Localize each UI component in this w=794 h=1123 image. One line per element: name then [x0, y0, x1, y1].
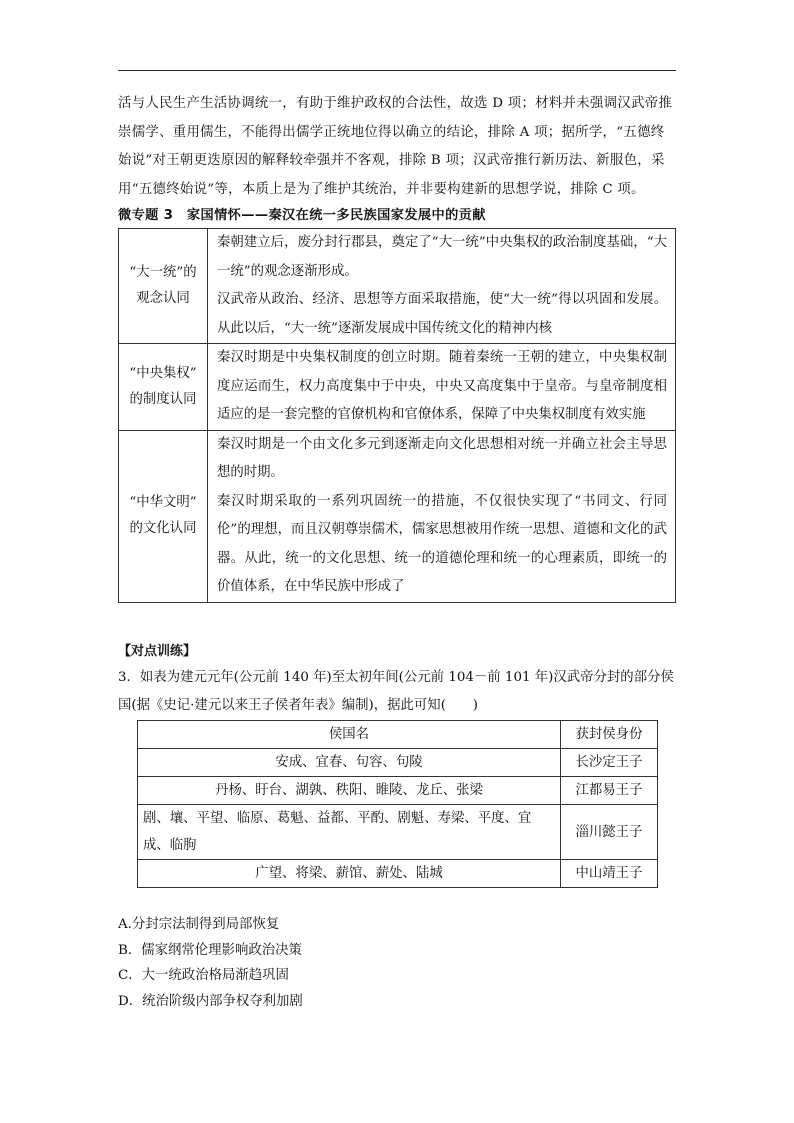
column-header: 获封侯身份	[561, 721, 658, 749]
content-paragraph: 秦朝建立后，废分封行郡县，奠定了“大一统”中央集权的政治制度基础，“大一统”的观念逐渐形成。	[217, 235, 667, 279]
table-row	[119, 229, 676, 344]
content-paragraph: 汉武帝从政治、经济、思想等方面采取措施，使“大一统”得以巩固和发展。从此以后，“大一统”逐渐发展成中国传统文化的精神内核	[217, 292, 667, 336]
table-row	[138, 805, 658, 860]
text-line: 始说”对王朝更迭原因的解释较牵强并不客观，排除 B 项；汉武帝推行新历法、新服色，采	[118, 153, 665, 168]
topic-title: 微专题 3 家国情怀——秦汉在统一多民族国家发展中的贡献	[118, 208, 486, 223]
option-c: C．大一统政治格局渐趋巩固	[118, 968, 289, 983]
text-line: 活与人民生产生活协调统一，有助于维护政权的合法性，故选 D 项；材料并未强调汉武帝推	[118, 96, 673, 111]
table-cell: 剧、壤、平望、临原、葛魁、益都、平酌、剧魁、寿梁、平度、宜成、临朐	[138, 805, 561, 860]
row-content	[208, 430, 676, 602]
row-label	[119, 229, 208, 344]
table-cell: 广望、将梁、薪馆、薪处、陆城	[138, 860, 561, 888]
table-header-row	[138, 721, 658, 749]
row-label	[119, 430, 208, 602]
row-content	[208, 344, 676, 431]
section-label: 【对点训练】	[118, 644, 197, 659]
answer-explanation	[118, 90, 676, 204]
label-line: 的制度认同	[129, 391, 197, 407]
question-stem	[118, 664, 676, 720]
option-a: A.分封宗法制得到局部恢复	[118, 917, 280, 932]
content-paragraph: 秦汉时期是一个由文化多元到逐渐走向文化思想相对统一并确立社会主导思想的时期。	[217, 436, 667, 480]
table-row	[138, 777, 658, 805]
text-line: 用“五德终始说”等，本质上是为了维护其统治，并非要构建新的思想学说，排除 C 项。	[118, 181, 645, 197]
content-paragraph: 秦汉时期采取的一系列巩固统一的措施，不仅很快实现了“书同文、行同伦”的理想，而且汉朝尊崇儒术，儒家思想被用作统一思想、道德和文化的武器。从此，统一的文化思想、统一的道德伦理和统一的心理素质，即统一的价值体系，在中华民族中形成了	[217, 493, 667, 594]
table-row	[138, 860, 658, 888]
column-header: 侯国名	[138, 721, 561, 749]
table-cell: 长沙定王子	[561, 749, 658, 777]
label-line: 的文化认同	[129, 521, 197, 536]
table-cell: 丹杨、盱台、湖孰、秩阳、睢陵、龙丘、张梁	[138, 777, 561, 805]
table-cell: 安成、宜春、句容、句陵	[138, 749, 561, 777]
label-line: 观念认同	[136, 291, 190, 306]
option-b: B．儒家纲常伦理影响政治决策	[118, 942, 302, 958]
answer-options	[118, 912, 303, 1014]
option-d: D．统治阶级内部争权夺利加剧	[118, 993, 303, 1009]
table-cell: 中山靖王子	[561, 860, 658, 888]
row-content	[208, 229, 676, 344]
question-line: 3．如表为建元元年(公元前 140 年)至太初年间(公元前 104－前 101 年)汉武帝分封的部分侯	[118, 670, 674, 685]
label-line: “中华文明”	[129, 495, 197, 510]
table-cell: 淄川懿王子	[561, 805, 658, 860]
content-paragraph: 秦汉时期是中央集权制度的创立时期。随着秦统一王朝的建立，中央集权制度应运而生，权力高度集中于中央，中央又高度集中于皇帝。与皇帝制度相适应的是一套完整的官僚机构和官僚体系，保障了中央集权制度有效实施	[217, 350, 667, 422]
row-label	[119, 344, 208, 431]
table-row	[119, 430, 676, 602]
label-line: “中央集权”	[129, 365, 197, 381]
question-table	[137, 720, 658, 888]
table-row	[138, 749, 658, 777]
question-line: 国(据《史记·建元以来王子侯者年表》编制)，据此可知( )	[118, 698, 478, 713]
header-rule	[118, 70, 676, 71]
text-line: 崇儒学、重用儒生，不能得出儒学正统地位得以确立的结论，排除 A 项；据所学，“五德终	[118, 124, 665, 140]
table-cell: 江都易王子	[561, 777, 658, 805]
table-row	[119, 344, 676, 431]
topic-table	[118, 228, 676, 603]
label-line: “大一统”的	[129, 265, 197, 280]
